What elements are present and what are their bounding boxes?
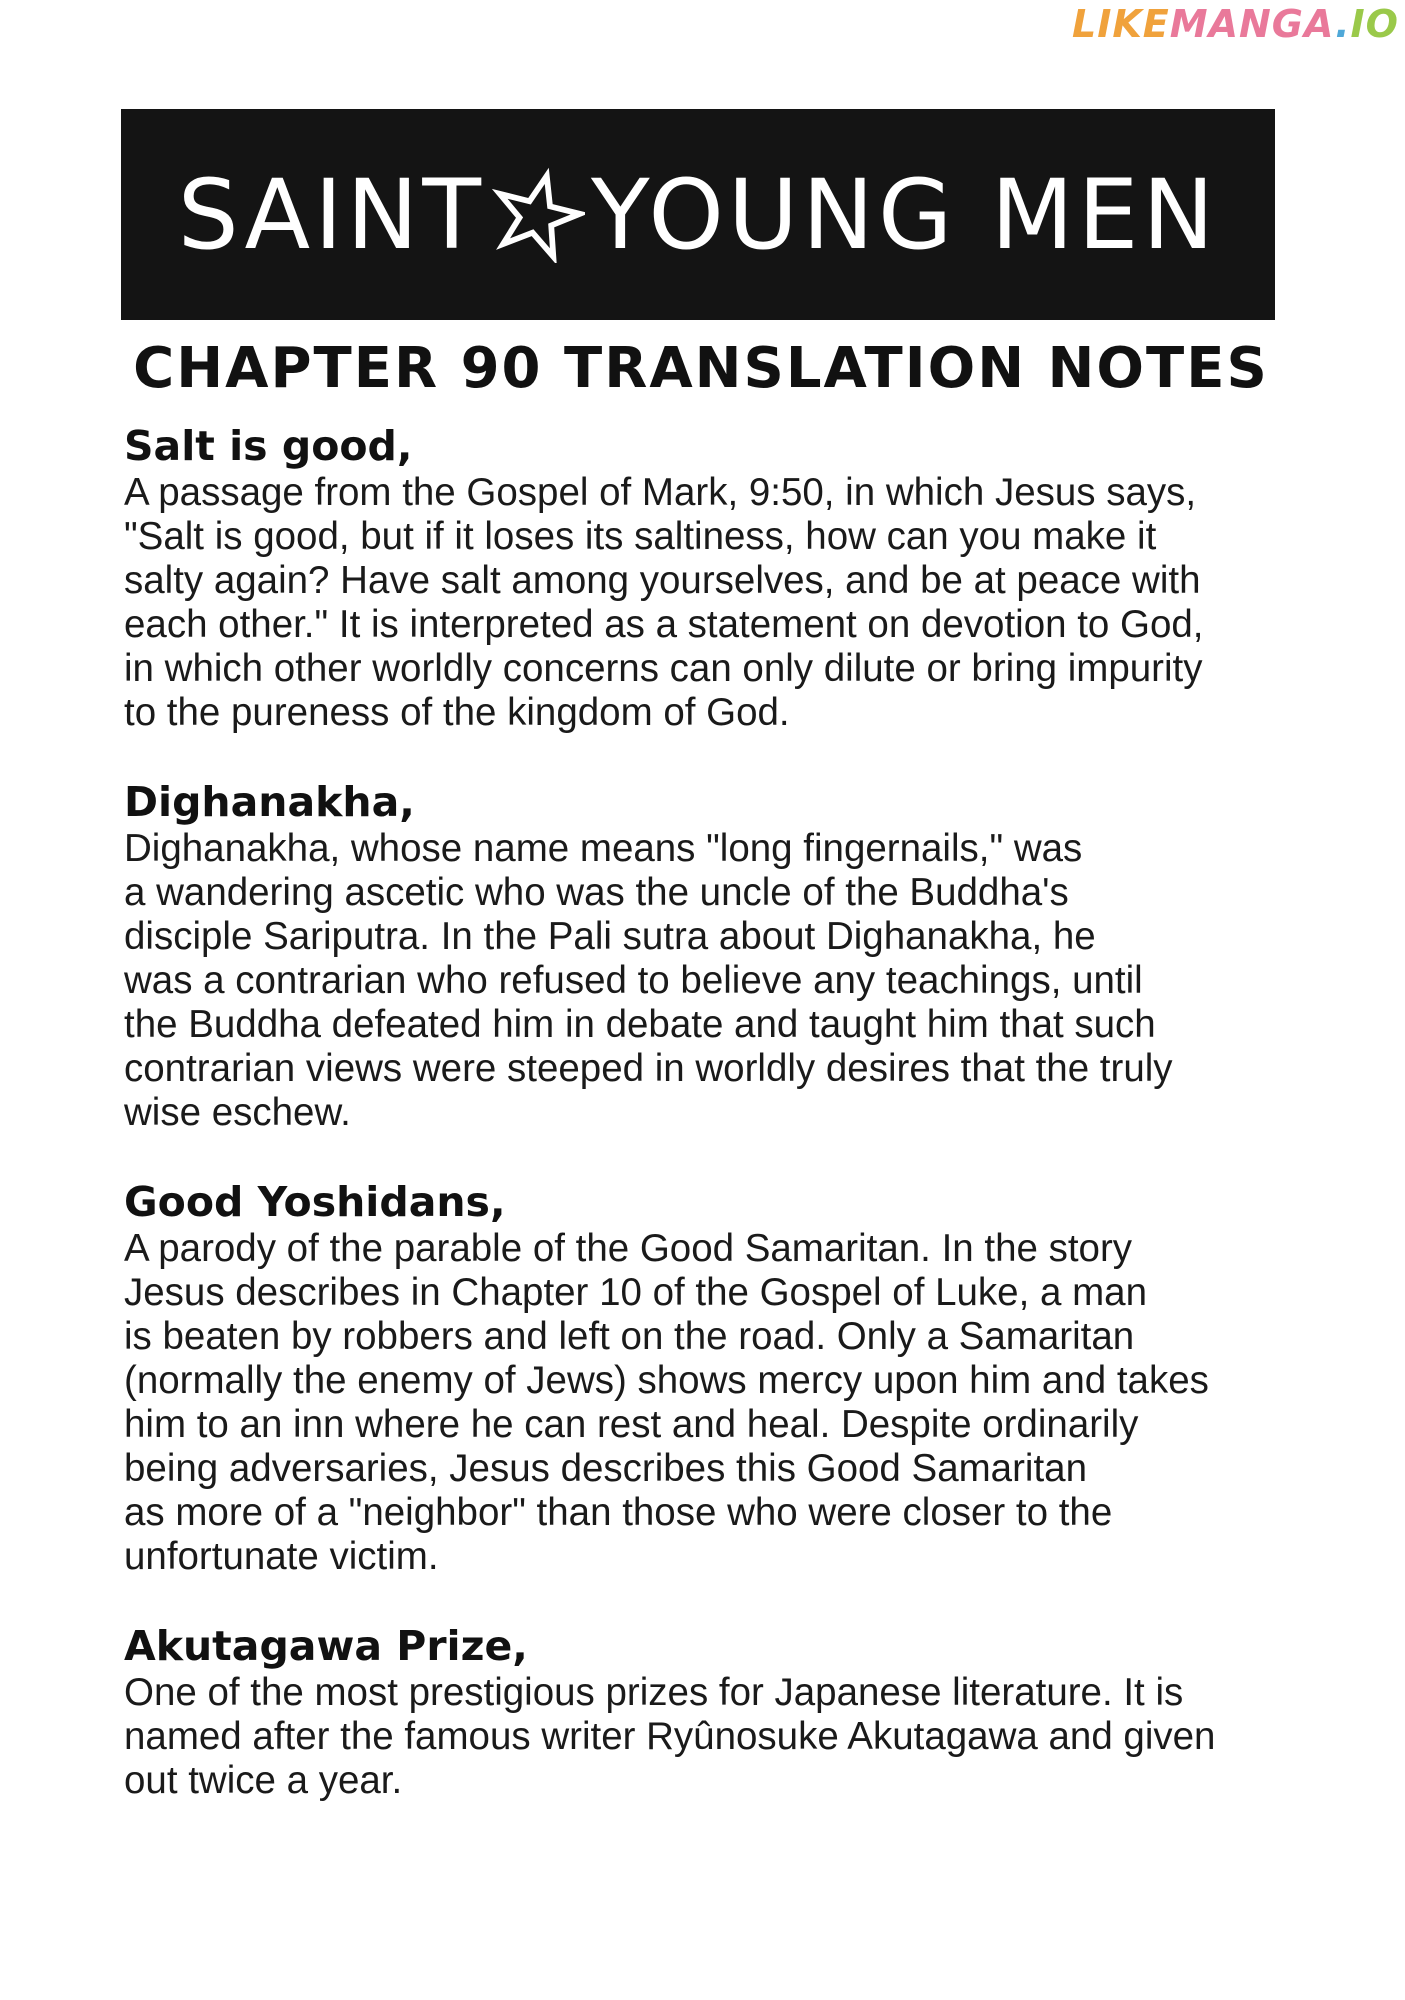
note-term: Dighanakha, <box>124 778 415 826</box>
note-line: (normally the enemy of Jews) shows mercy upon him and takes <box>124 1359 1209 1402</box>
note-line: is beaten by robbers and left on the road. Only a Samaritan <box>124 1315 1135 1358</box>
note-line: "Salt is good, but if it loses its saltiness, how can you make it <box>124 515 1157 558</box>
note-salt-is-good <box>124 421 1294 735</box>
note-line: disciple Sariputra. In the Pali sutra about Dighanakha, he <box>124 915 1096 958</box>
logo-word-saint: SAINT <box>177 158 485 271</box>
watermark-part-io: IO <box>1350 2 1399 46</box>
note-body <box>124 1671 1294 1803</box>
note-dighanakha <box>124 777 1294 1135</box>
watermark-part-manga: MANGA <box>1169 2 1336 46</box>
note-line: contrarian views were steeped in worldly desires that the truly <box>124 1047 1173 1090</box>
note-line: in which other worldly concerns can only dilute or bring impurity <box>124 647 1203 690</box>
site-watermark <box>1072 2 1399 46</box>
note-line: being adversaries, Jesus describes this Good Samaritan <box>124 1447 1087 1490</box>
notes-list <box>124 421 1294 1845</box>
note-line: out twice a year. <box>124 1759 403 1802</box>
title-banner <box>121 109 1275 320</box>
outline-star-icon <box>489 167 585 263</box>
note-line: the Buddha defeated him in debate and taught him that such <box>124 1003 1156 1046</box>
note-akutagawa-prize <box>124 1621 1294 1803</box>
note-line: named after the famous writer Ryûnosuke Akutagawa and given <box>124 1715 1216 1758</box>
note-line: each other." It is interpreted as a statement on devotion to God, <box>124 603 1204 646</box>
note-term: Good Yoshidans, <box>124 1178 506 1226</box>
note-line: was a contrarian who refused to believe any teachings, until <box>124 959 1143 1002</box>
logo-word-young-men: YOUNG MEN <box>590 158 1219 271</box>
note-good-yoshidans <box>124 1177 1294 1579</box>
note-line: Dighanakha, whose name means "long fingernails," was <box>124 827 1083 870</box>
page-title: CHAPTER 90 TRANSLATION NOTES <box>133 336 1269 401</box>
note-line: One of the most prestigious prizes for Japanese literature. It is <box>124 1671 1184 1714</box>
series-logo <box>178 159 1218 271</box>
note-line: a wandering ascetic who was the uncle of the Buddha's <box>124 871 1069 914</box>
note-term: Akutagawa Prize, <box>124 1622 528 1670</box>
note-body <box>124 827 1294 1135</box>
note-line: A parody of the parable of the Good Samaritan. In the story <box>124 1227 1133 1270</box>
note-line: Jesus describes in Chapter 10 of the Gospel of Luke, a man <box>124 1271 1147 1314</box>
watermark-part-like: LIKE <box>1072 2 1170 46</box>
note-line: as more of a "neighbor" than those who were closer to the <box>124 1491 1113 1534</box>
note-line: A passage from the Gospel of Mark, 9:50, in which Jesus says, <box>124 471 1197 514</box>
note-line: salty again? Have salt among yourselves, and be at peace with <box>124 559 1201 602</box>
note-line: wise eschew. <box>124 1091 351 1134</box>
note-body <box>124 471 1294 735</box>
note-term: Salt is good, <box>124 422 413 470</box>
note-line: to the pureness of the kingdom of God. <box>124 691 790 734</box>
watermark-part-dot: . <box>1335 2 1351 46</box>
note-line: unfortunate victim. <box>124 1535 439 1578</box>
note-body <box>124 1227 1294 1579</box>
note-line: him to an inn where he can rest and heal. Despite ordinarily <box>124 1403 1139 1446</box>
